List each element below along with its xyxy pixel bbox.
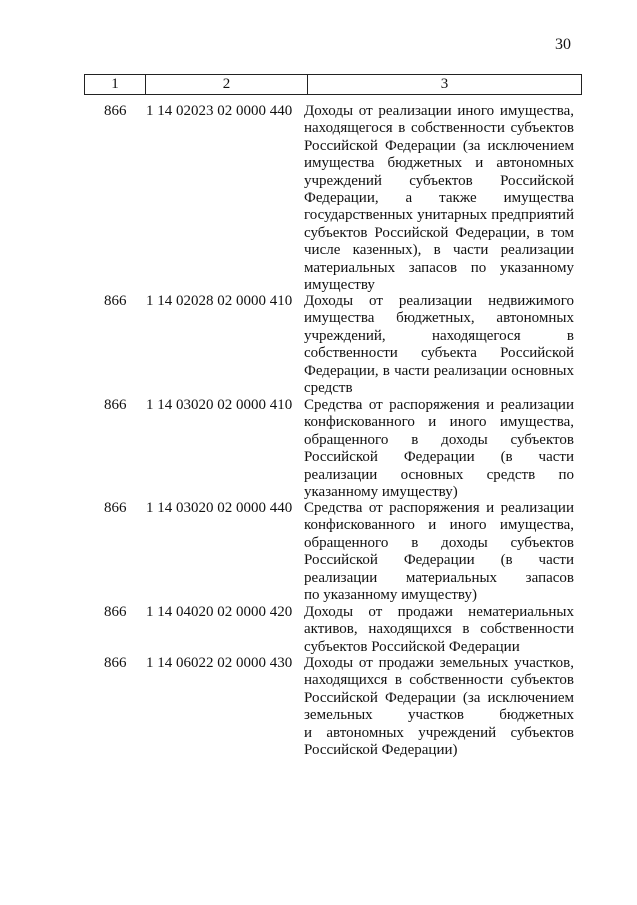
column-header-row	[85, 75, 582, 95]
column-header-3: 3	[308, 75, 582, 95]
revenue-name-line: указанному имуществу)	[304, 483, 458, 500]
revenue-name-cell	[304, 293, 574, 397]
admin-code-cell: 866	[104, 500, 127, 516]
revenue-name-line: Средства от распоряжения и реализации	[304, 397, 574, 413]
revenue-name-line: по указанному имуществу)	[304, 586, 477, 603]
admin-code-cell: 866	[104, 293, 127, 309]
revenue-name-line: конфискованного и иного имущества,	[304, 517, 574, 534]
revenue-code-cell: 1 14 02028 02 0000 410	[146, 293, 293, 309]
revenue-name-line: находящегося в собственности субъектов	[304, 120, 574, 137]
revenue-name-line: собственности субъекта Российской	[304, 345, 574, 362]
revenue-name-line: имущества бюджетных, автономных	[304, 310, 574, 327]
column-header-table	[84, 74, 582, 95]
revenue-code-cell: 1 14 06022 02 0000 430	[146, 655, 293, 671]
revenue-name-line: конфискованного и иного имущества,	[304, 414, 574, 431]
admin-code-cell: 866	[104, 604, 127, 620]
revenue-name-line: Российской Федерации)	[304, 741, 458, 758]
revenue-name-line: Доходы от продажи земельных участков,	[304, 655, 574, 671]
revenue-code-cell: 1 14 02023 02 0000 440	[146, 103, 293, 119]
revenue-code-cell: 1 14 03020 02 0000 440	[146, 500, 293, 516]
admin-code-cell: 866	[104, 103, 127, 119]
revenue-name-line: находящихся в собственности субъектов	[304, 672, 574, 689]
page-number: 30	[555, 36, 571, 53]
column-header-2: 2	[146, 75, 308, 95]
revenue-name-line: и автономных учреждений субъектов	[304, 724, 574, 741]
revenue-name-line: средств	[304, 379, 353, 396]
revenue-name-line: Российской Федерации (в части	[304, 552, 574, 569]
revenue-name-line: Доходы от продажи нематериальных	[304, 604, 574, 620]
revenue-name-line: имуществу	[304, 276, 375, 293]
revenue-name-line: реализации материальных запасов	[304, 569, 574, 586]
revenue-name-line: активов, находящихся в собственности	[304, 621, 574, 638]
admin-code-cell: 866	[104, 397, 127, 413]
revenue-name-cell	[304, 397, 574, 501]
admin-code-cell: 866	[104, 655, 127, 671]
revenue-name-line: субъектов Российской Федерации, в том	[304, 224, 574, 241]
revenue-name-cell	[304, 103, 574, 294]
revenue-name-line: государственных унитарных предприятий	[304, 207, 574, 224]
revenue-name-line: Российской Федерации (за исключением	[304, 137, 574, 154]
revenue-code-cell: 1 14 03020 02 0000 410	[146, 397, 293, 413]
revenue-name-line: реализации основных средств по	[304, 466, 574, 483]
revenue-code-cell: 1 14 04020 02 0000 420	[146, 604, 293, 620]
revenue-name-line: Доходы от реализации иного имущества,	[304, 103, 574, 119]
revenue-name-cell	[304, 604, 574, 656]
revenue-name-line: имущества бюджетных и автономных	[304, 155, 574, 172]
revenue-name-line: субъектов Российской Федерации	[304, 638, 520, 655]
revenue-name-line: Российской Федерации (за исключением	[304, 689, 574, 706]
revenue-name-line: Доходы от реализации недвижимого	[304, 293, 574, 309]
revenue-name-line: обращенного в доходы субъектов	[304, 431, 574, 448]
revenue-name-cell	[304, 655, 574, 759]
column-header-1: 1	[85, 75, 146, 95]
revenue-name-line: учреждений, находящегося в	[304, 327, 574, 344]
revenue-name-line: Российской Федерации (в части	[304, 449, 574, 466]
revenue-name-line: учреждений субъектов Российской	[304, 172, 574, 189]
revenue-name-line: Средства от распоряжения и реализации	[304, 500, 574, 516]
revenue-name-line: земельных участков бюджетных	[304, 707, 574, 724]
revenue-name-line: обращенного в доходы субъектов	[304, 534, 574, 551]
revenue-name-line: материальных запасов по указанному	[304, 259, 574, 276]
revenue-name-cell	[304, 500, 574, 604]
revenue-name-line: Федерации, в части реализации основных	[304, 362, 574, 379]
revenue-name-line: Федерации, а также имущества	[304, 189, 574, 206]
revenue-name-line: числе казенных), в части реализации	[304, 242, 574, 259]
